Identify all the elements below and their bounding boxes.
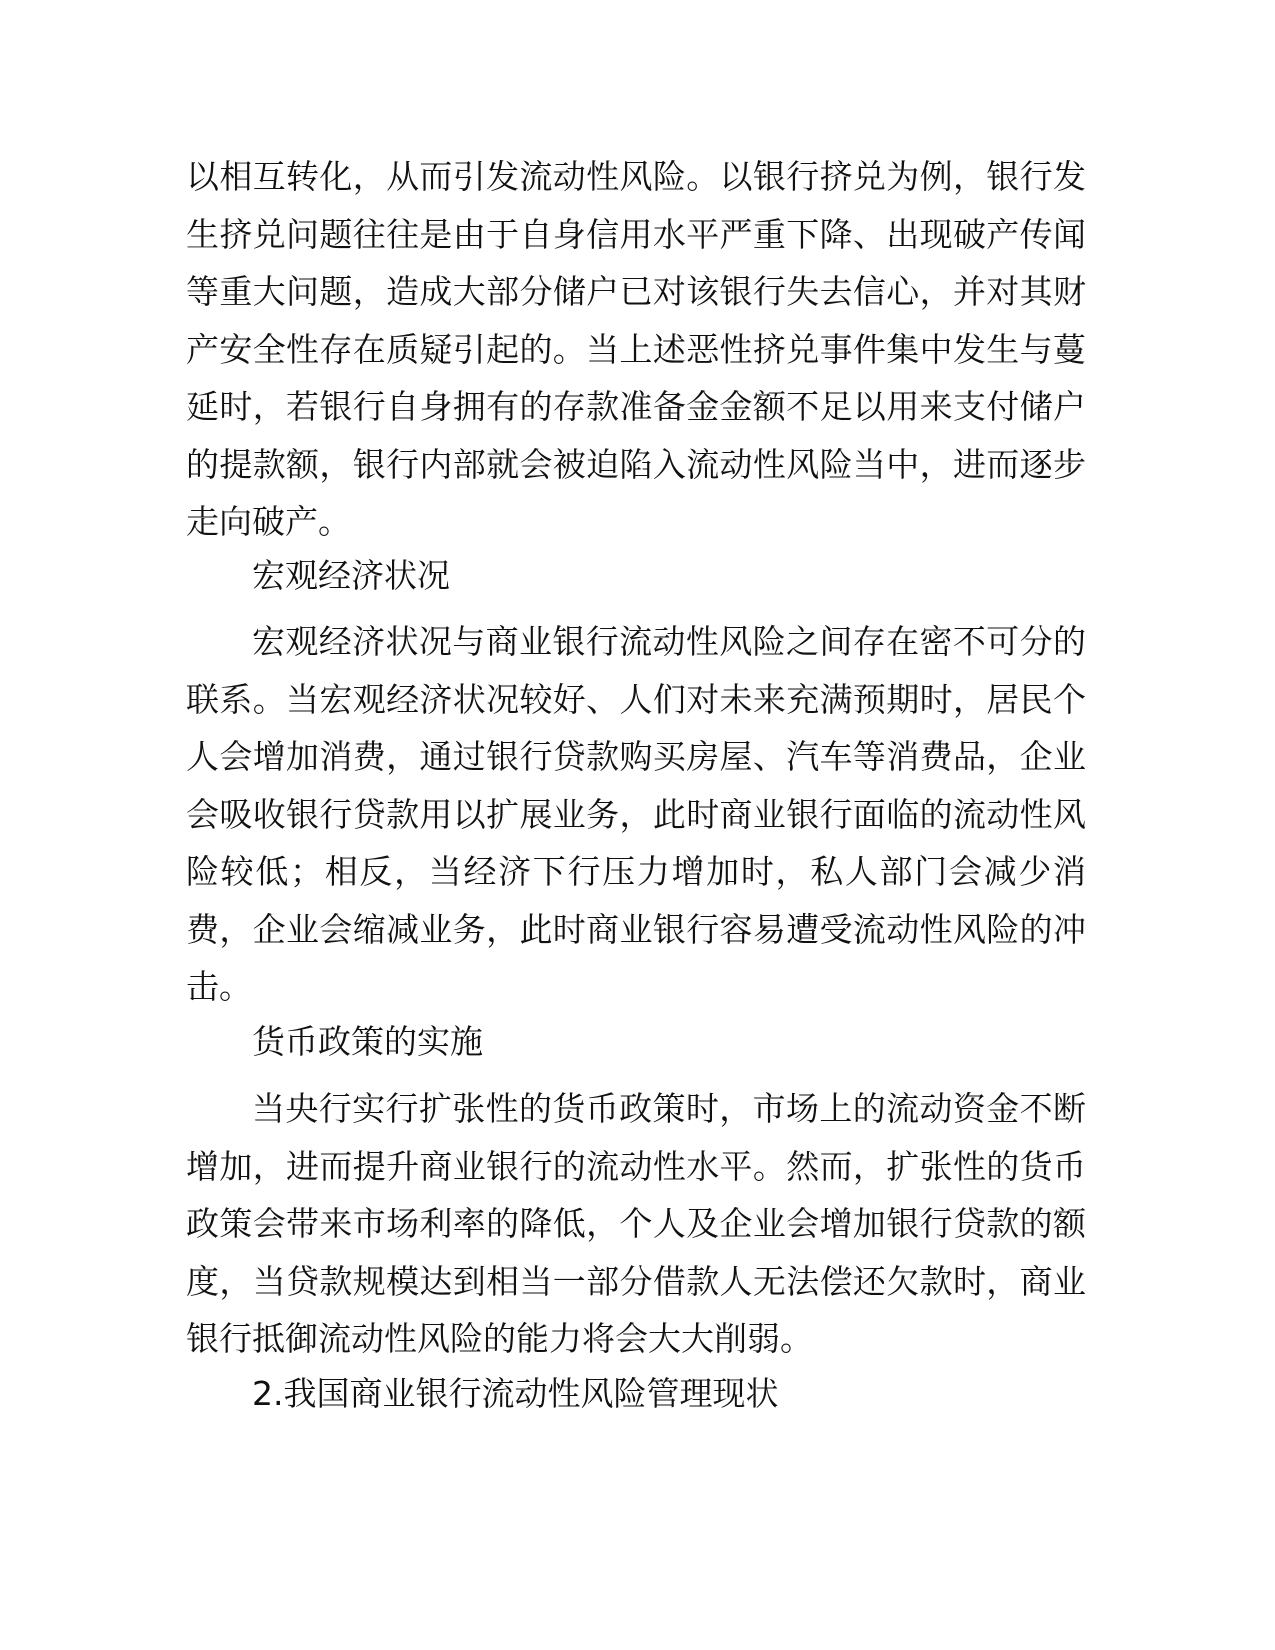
- heading-macroeconomic-conditions: 宏观经济状况: [252, 556, 450, 595]
- paragraph-bank-run: 以相互转化，从而引发流动性风险。以银行挤兑为例，银行发生挤兑问题往往是由于自身信用水平严重下降、出现破产传闻等重大问题，造成大部分储户已对该银行失去信心，并对其财产安全性存在质疑引起的。当上述恶性挤兑事件集中发生与蔓延时，若银行自身拥有的存款准备金金额不足以用来支付储户的提款额，银行内部就会被迫陷入流动性风险当中，进而逐步走向破产。: [186, 157, 1086, 541]
- heading-section-2: 2.我国商业银行流动性风险管理现状: [252, 1374, 779, 1413]
- paragraph-monetary-policy: 当央行实行扩张性的货币政策时，市场上的流动资金不断增加，进而提升商业银行的流动性水平。然而，扩张性的货币政策会带来市场利率的降低，个人及企业会增加银行贷款的额度，当贷款规模达到相当一部分借款人无法偿还欠款时，商业银行抵御流动性风险的能力将会大大削弱。: [186, 1089, 1086, 1358]
- paragraph-macroeconomic-conditions: 宏观经济状况与商业银行流动性风险之间存在密不可分的联系。当宏观经济状况较好、人们对未来充满预期时，居民个人会增加消费，通过银行贷款购买房屋、汽车等消费品，企业会吸收银行贷款用以扩展业务，此时商业银行面临的流动性风险较低；相反，当经济下行压力增加时，私人部门会减少消费，企业会缩减业务，此时商业银行容易遭受流动性风险的冲击。: [186, 622, 1086, 1006]
- heading-monetary-policy: 货币政策的实施: [252, 1022, 483, 1061]
